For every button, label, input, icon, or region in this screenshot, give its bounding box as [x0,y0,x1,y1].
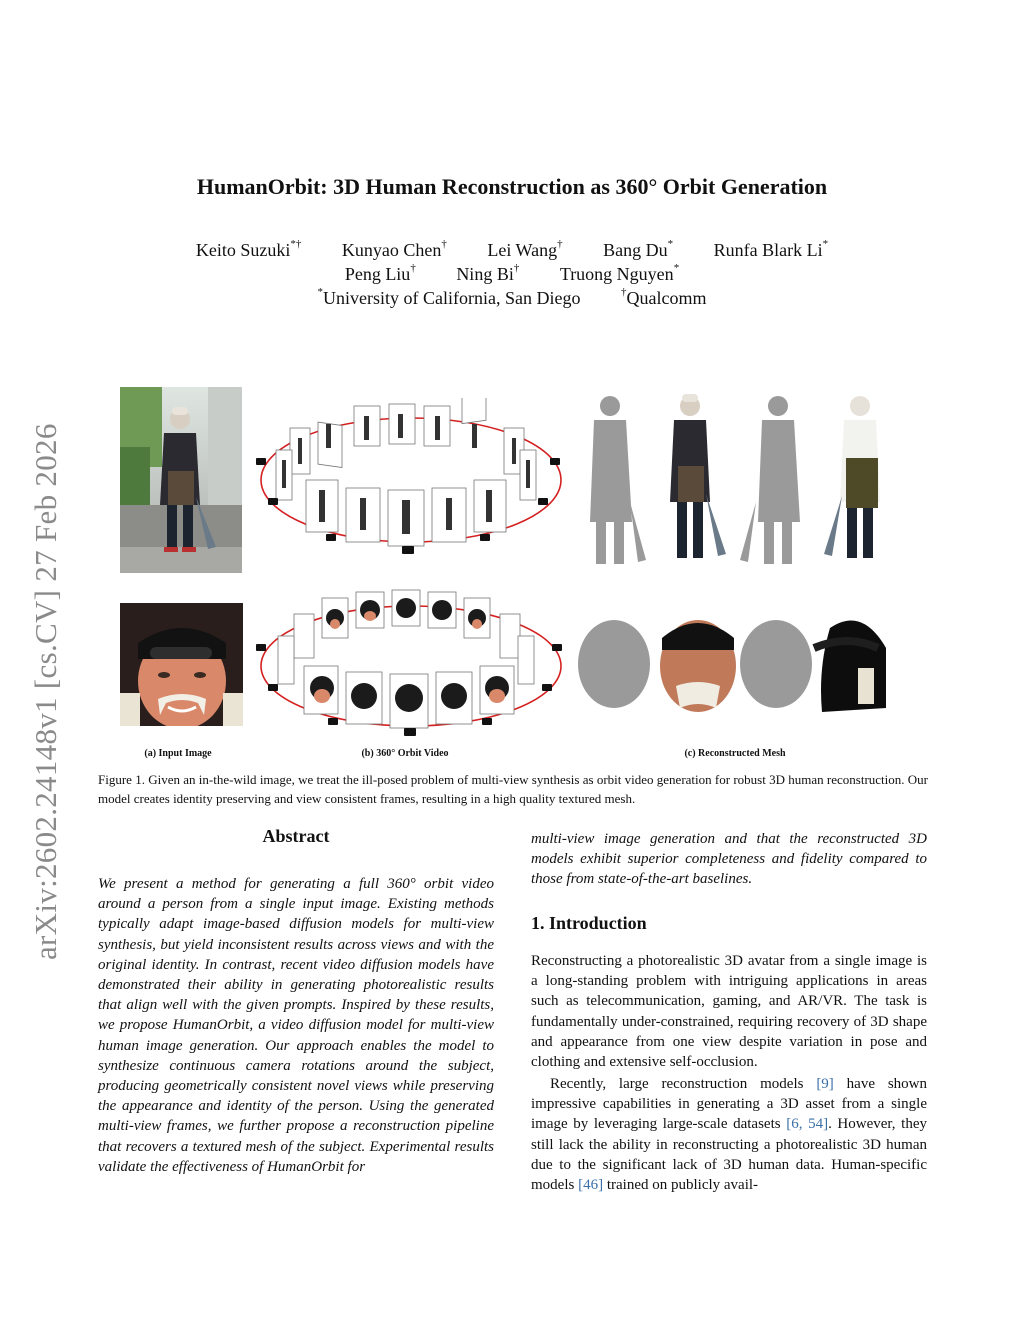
input-photo-face [120,603,243,726]
subcaption-reconstructed-mesh: (c) Reconstructed Mesh [684,748,786,759]
author-line-2 [0,264,1024,285]
author: Truong Nguyen* [559,262,680,284]
abstract-heading: Abstract [262,826,330,846]
orbit-video-ring-body [246,398,576,563]
subcaption-input-image: (a) Input Image [144,748,212,759]
abstract-continuation: multi-view image generation and that the reconstructed 3D models exhibit superior completeness and fidelity compared to those from state-of-the-art baselines. [531,831,927,888]
citation-link[interactable]: [46] [578,1177,604,1194]
affiliations [0,288,1024,309]
author: Keito Suzuki*† [195,238,302,260]
subcaption-orbit-video: (b) 360° Orbit Video [361,748,449,759]
introduction-heading: 1. Introduction [531,913,647,933]
reconstructed-mesh-face [578,608,893,723]
author: Runfa Blark Li* [713,238,829,260]
affiliation: *University of California, San Diego [317,286,581,308]
author-line-1 [0,240,1024,261]
affiliation: †Qualcomm [620,286,707,308]
arxiv-identifier: arXiv:2602.24148v1 [cs.CV] 27 Feb 2026 [28,423,63,960]
author: Lei Wang† [487,238,563,260]
figure-caption: Figure 1. Given an in-the-wild image, we treat the ill-posed problem of multi-view synthesis as orbit video generation for robust 3D human reconstruction. Our model creates identity preserving and view consistent frames, resulting in a high quality textured mesh. [98,772,928,806]
citation-link[interactable]: [6, 54] [786,1116,829,1133]
abstract-body: We present a method for generating a full 360° orbit video around a person from a single input image. Existing methods typically adapt image-based diffusion models for multi-view synthesis, but yield inconsistent results across views and with the original identity. In contrast, recent video diffusion models have demonstrated their ability in generating photorealistic results that align well with the given prompts. Inspired by these results, we propose HumanOrbit, a video diffusion model for multi-view human image generation. Our approach enables the model to synthesize continuous camera rotations around the subject, producing geometrically consistent novel views while preserving the appearance and identity of the person. Using the generated multi-view frames, we further propose a reconstruction pipeline that recovers a textured mesh of the subject. Experimental results validate the effectiveness of HumanOrbit for [98,876,494,1175]
author: Ning Bi† [456,262,520,284]
introduction-paragraph-2: Recently, large reconstruction models [9] have shown impressive capabilities in generating a 3D asset from a single image by leveraging large-scale datasets [6, 54]. However, they still lack the ability in reconstructing a photorealistic 3D human due to the significant lack of 3D human data. Human-specific models [46] trained on publicly avail- [531,1076,927,1194]
orbit-video-ring-face [246,588,576,738]
author: Kunyao Chen† [341,238,447,260]
citation-link[interactable]: [9] [816,1076,834,1092]
input-photo-full-body [120,387,242,573]
reconstructed-mesh-body [580,392,890,572]
introduction-paragraph-1: Reconstructing a photorealistic 3D avatar from a single image is a long-standing problem with intriguing applications in areas such as telecommunication, gaming, and AR/VR. The task is fundamentally under-constrained, requiring recovery of 3D shape and appearance from one view despite variation in pose and clothing and extensive self-occlusion. [531,953,927,1071]
author: Peng Liu† [344,262,416,284]
paper-title: HumanOrbit: 3D Human Reconstruction as 360° Orbit Generation [196,174,828,199]
author: Bang Du* [603,238,674,260]
